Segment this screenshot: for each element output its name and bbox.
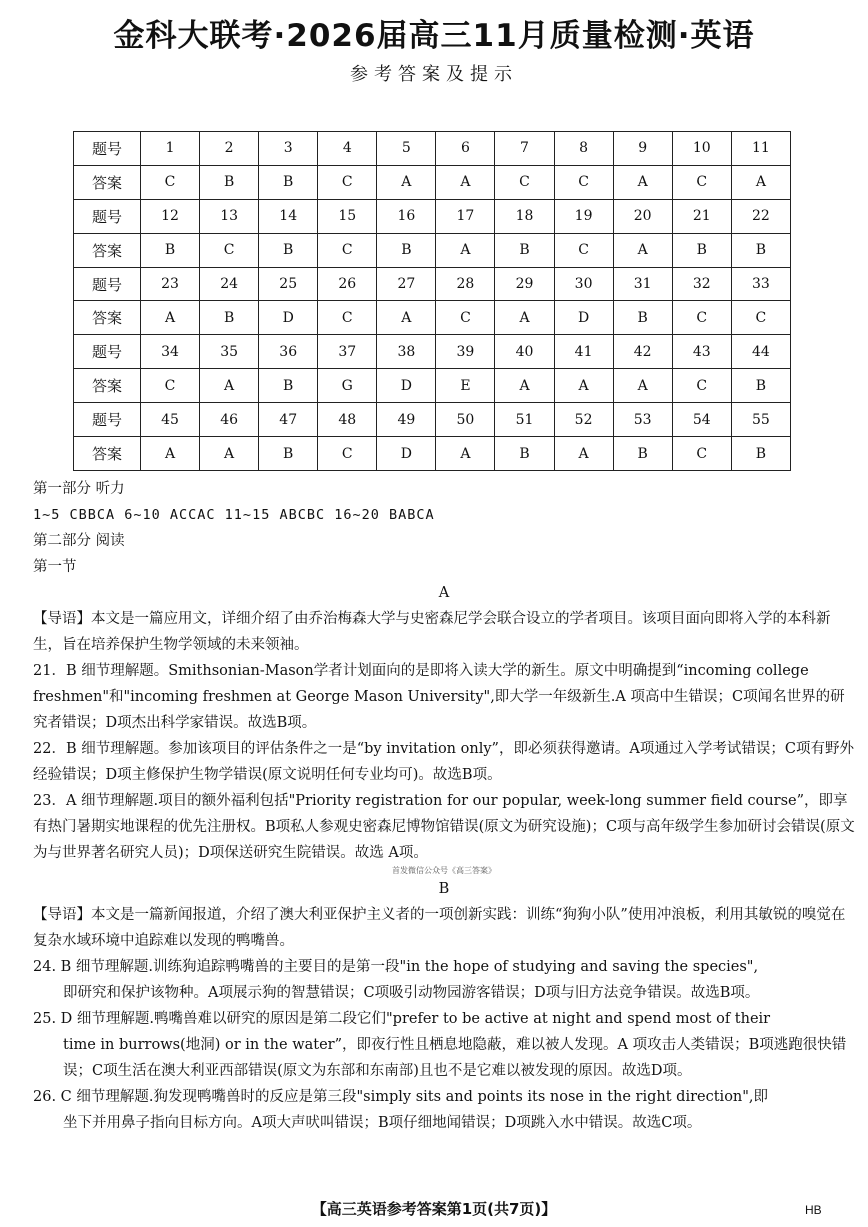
answer-explanations <box>33 476 855 1136</box>
question-number: 12 <box>141 199 200 233</box>
answer-cell: A <box>436 233 495 267</box>
answer-row-label: 答案 <box>74 369 141 403</box>
answer-cell: B <box>495 233 554 267</box>
question-number: 41 <box>554 335 613 369</box>
question-number: 49 <box>377 403 436 437</box>
question-row-label: 题号 <box>74 403 141 437</box>
question-number: 28 <box>436 267 495 301</box>
question-number: 40 <box>495 335 554 369</box>
footer-code: HB <box>805 1203 822 1217</box>
question-number: 5 <box>377 132 436 166</box>
part1-heading: 第一部分 听力 <box>33 481 125 497</box>
answer-cell: A <box>495 369 554 403</box>
answer-cell: A <box>731 165 790 199</box>
answer-cell: C <box>731 301 790 335</box>
guide-b: 【导语】本文是一篇新闻报道，介绍了澳大利亚保护主义者的一项创新实践：训练“狗狗小队”使用冲浪板，利用其敏锐的嗅觉在复杂水域环境中追踪难以发现的鸭嘴兽。 <box>33 907 846 949</box>
q21: 21．B 细节理解题。Smithsonian-Mason学者计划面向的是即将入读大学的新生。原文中明确提到“incoming college freshmen"和"incoming freshmen at George Mason University",即大学一年级新生.A 项高中生错误；C项闻名世界的研究者错误；D项杰出科学家错误。故选B项。 <box>33 663 845 731</box>
question-number: 15 <box>318 199 377 233</box>
answer-cell: G <box>318 369 377 403</box>
question-number: 23 <box>141 267 200 301</box>
question-number: 51 <box>495 403 554 437</box>
answer-cell: D <box>259 301 318 335</box>
question-number: 31 <box>613 267 672 301</box>
question-number: 47 <box>259 403 318 437</box>
answer-cell: B <box>377 233 436 267</box>
answer-cell: B <box>259 165 318 199</box>
question-row-label: 题号 <box>74 199 141 233</box>
question-number: 10 <box>672 132 731 166</box>
document-title: 金科大联考·2026届高三11月质量检测·英语 <box>113 18 755 54</box>
answer-cell: B <box>731 437 790 471</box>
answer-row <box>74 165 791 199</box>
question-number: 24 <box>200 267 259 301</box>
answer-row-label: 答案 <box>74 301 141 335</box>
answer-table <box>73 131 791 471</box>
answer-cell: C <box>672 437 731 471</box>
question-number: 16 <box>377 199 436 233</box>
question-number: 53 <box>613 403 672 437</box>
answer-cell: B <box>495 437 554 471</box>
answer-cell: A <box>141 301 200 335</box>
section1-heading: 第一节 <box>33 559 77 575</box>
question-number: 44 <box>731 335 790 369</box>
question-number: 34 <box>141 335 200 369</box>
answer-cell: B <box>141 233 200 267</box>
answer-cell: C <box>554 233 613 267</box>
answer-cell: E <box>436 369 495 403</box>
answer-cell: B <box>672 233 731 267</box>
answer-cell: C <box>554 165 613 199</box>
question-number: 35 <box>200 335 259 369</box>
answer-cell: C <box>318 165 377 199</box>
answer-cell: D <box>377 369 436 403</box>
answer-row <box>74 301 791 335</box>
part2-heading: 第二部分 阅读 <box>33 533 125 549</box>
answer-row-label: 答案 <box>74 437 141 471</box>
question-number: 29 <box>495 267 554 301</box>
answer-cell: A <box>377 301 436 335</box>
q24: 24. B 细节理解题.训练狗追踪鸭嘴兽的主要目的是第一段"in the hope of studying and saving the species", <box>33 959 759 975</box>
answer-cell: C <box>141 369 200 403</box>
answer-cell: A <box>436 437 495 471</box>
answer-row-label: 答案 <box>74 233 141 267</box>
question-number: 14 <box>259 199 318 233</box>
question-number: 54 <box>672 403 731 437</box>
answer-cell: C <box>495 165 554 199</box>
question-number: 38 <box>377 335 436 369</box>
question-number: 8 <box>554 132 613 166</box>
question-row-label: 题号 <box>74 132 141 166</box>
question-row <box>74 267 791 301</box>
answer-cell: A <box>554 369 613 403</box>
answer-cell: B <box>731 233 790 267</box>
answer-cell: A <box>554 437 613 471</box>
answer-row-label: 答案 <box>74 165 141 199</box>
question-number: 13 <box>200 199 259 233</box>
question-row <box>74 403 791 437</box>
page-footer: 【高三英语参考答案第1页(共7页)】 <box>311 1200 557 1218</box>
question-number: 18 <box>495 199 554 233</box>
answer-cell: D <box>554 301 613 335</box>
answer-cell: C <box>436 301 495 335</box>
question-number: 17 <box>436 199 495 233</box>
answer-cell: A <box>436 165 495 199</box>
question-number: 9 <box>613 132 672 166</box>
answer-cell: C <box>672 301 731 335</box>
guide-a: 【导语】本文是一篇应用文，详细介绍了由乔治梅森大学与史密森尼学会联合设立的学者项目。该项目面向即将入学的本科新生，旨在培养保护生物学领域的未来领袖。 <box>33 611 831 653</box>
answer-cell: C <box>672 165 731 199</box>
answer-row <box>74 369 791 403</box>
question-number: 45 <box>141 403 200 437</box>
answer-cell: C <box>672 369 731 403</box>
answer-cell: B <box>200 301 259 335</box>
answer-cell: B <box>613 437 672 471</box>
question-number: 33 <box>731 267 790 301</box>
answer-cell: C <box>141 165 200 199</box>
question-number: 26 <box>318 267 377 301</box>
q22: 22．B 细节理解题。参加该项目的评估条件之一是“by invitation only”，即必须获得邀请。A项通过入学考试错误；C项有野外经验错误；D项主修保护生物学错误(原文说明任何专业均可)。故选B项。 <box>33 741 855 783</box>
question-number: 50 <box>436 403 495 437</box>
q26-cont: 坐下并用鼻子指向目标方向。A项大声吠叫错误；B项仔细地闻错误；D项跳入水中错误。故选C项。 <box>63 1115 702 1131</box>
question-number: 43 <box>672 335 731 369</box>
answer-cell: A <box>613 165 672 199</box>
question-number: 42 <box>613 335 672 369</box>
q25-cont: time in burrows(地洞) or in the water”，即夜行性且栖息地隐蔽，难以被人发现。A 项攻击人类错误；B项逃跑很快错误；C项生活在澳大利亚西部错误(原文为东部和东南部)且也不是它难以被发现的原因。故选D项。 <box>63 1037 847 1079</box>
answer-cell: B <box>259 233 318 267</box>
answer-cell: A <box>377 165 436 199</box>
answer-cell: A <box>200 437 259 471</box>
question-number: 22 <box>731 199 790 233</box>
q25: 25. D 细节理解题.鸭嘴兽难以研究的原因是第二段它们"prefer to be active at night and spend most of their <box>33 1011 771 1027</box>
question-number: 52 <box>554 403 613 437</box>
question-number: 30 <box>554 267 613 301</box>
answer-cell: A <box>141 437 200 471</box>
q24-cont: 即研究和保护该物种。A项展示狗的智慧错误；C项吸引动物园游客错误；D项与旧方法竞争错误。故选B项。 <box>63 985 760 1001</box>
answer-cell: B <box>731 369 790 403</box>
answer-cell: A <box>613 233 672 267</box>
answer-row <box>74 233 791 267</box>
q23: 23．A 细节理解题.项目的额外福利包括"Priority registration for our popular, week-long summer field course”，即享有热门暑期实地课程的优先注册权。B项私人参观史密森尼博物馆错误(原文为研究设施)；C项与高年级学生参加研讨会错误(原文为与世界著名研究人员)；D项保送研究生院错误。故选 A项。 <box>33 793 855 861</box>
question-number: 3 <box>259 132 318 166</box>
question-number: 2 <box>200 132 259 166</box>
answer-cell: B <box>259 369 318 403</box>
answer-cell: D <box>377 437 436 471</box>
question-number: 36 <box>259 335 318 369</box>
answer-cell: C <box>318 233 377 267</box>
question-row-label: 题号 <box>74 335 141 369</box>
question-number: 37 <box>318 335 377 369</box>
question-number: 39 <box>436 335 495 369</box>
question-number: 6 <box>436 132 495 166</box>
question-number: 11 <box>731 132 790 166</box>
question-number: 55 <box>731 403 790 437</box>
document-subtitle: 参考答案及提示 <box>350 64 518 85</box>
question-number: 7 <box>495 132 554 166</box>
passage-b-label: B <box>438 881 450 897</box>
answer-cell: A <box>613 369 672 403</box>
answer-cell: A <box>200 369 259 403</box>
question-row-label: 题号 <box>74 267 141 301</box>
question-number: 4 <box>318 132 377 166</box>
question-number: 46 <box>200 403 259 437</box>
question-number: 21 <box>672 199 731 233</box>
answer-cell: C <box>318 301 377 335</box>
question-number: 20 <box>613 199 672 233</box>
question-number: 32 <box>672 267 731 301</box>
answer-cell: A <box>495 301 554 335</box>
question-number: 27 <box>377 267 436 301</box>
watermark: 首发微信公众号《高三答案》 <box>392 866 496 875</box>
question-row <box>74 199 791 233</box>
answer-cell: B <box>259 437 318 471</box>
passage-a-label: A <box>438 585 450 601</box>
answer-cell: C <box>200 233 259 267</box>
question-row <box>74 335 791 369</box>
question-number: 25 <box>259 267 318 301</box>
question-number: 48 <box>318 403 377 437</box>
q26: 26. C 细节理解题.狗发现鸭嘴兽时的反应是第三段"simply sits and points its nose in the right direction",即 <box>33 1089 769 1105</box>
question-number: 1 <box>141 132 200 166</box>
question-number: 19 <box>554 199 613 233</box>
listening-answers: 1~5 CBBCA 6~10 ACCAC 11~15 ABCBC 16~20 BABCA <box>33 507 435 523</box>
answer-cell: B <box>613 301 672 335</box>
answer-row <box>74 437 791 471</box>
question-row <box>74 132 791 166</box>
answer-cell: C <box>318 437 377 471</box>
answer-cell: B <box>200 165 259 199</box>
